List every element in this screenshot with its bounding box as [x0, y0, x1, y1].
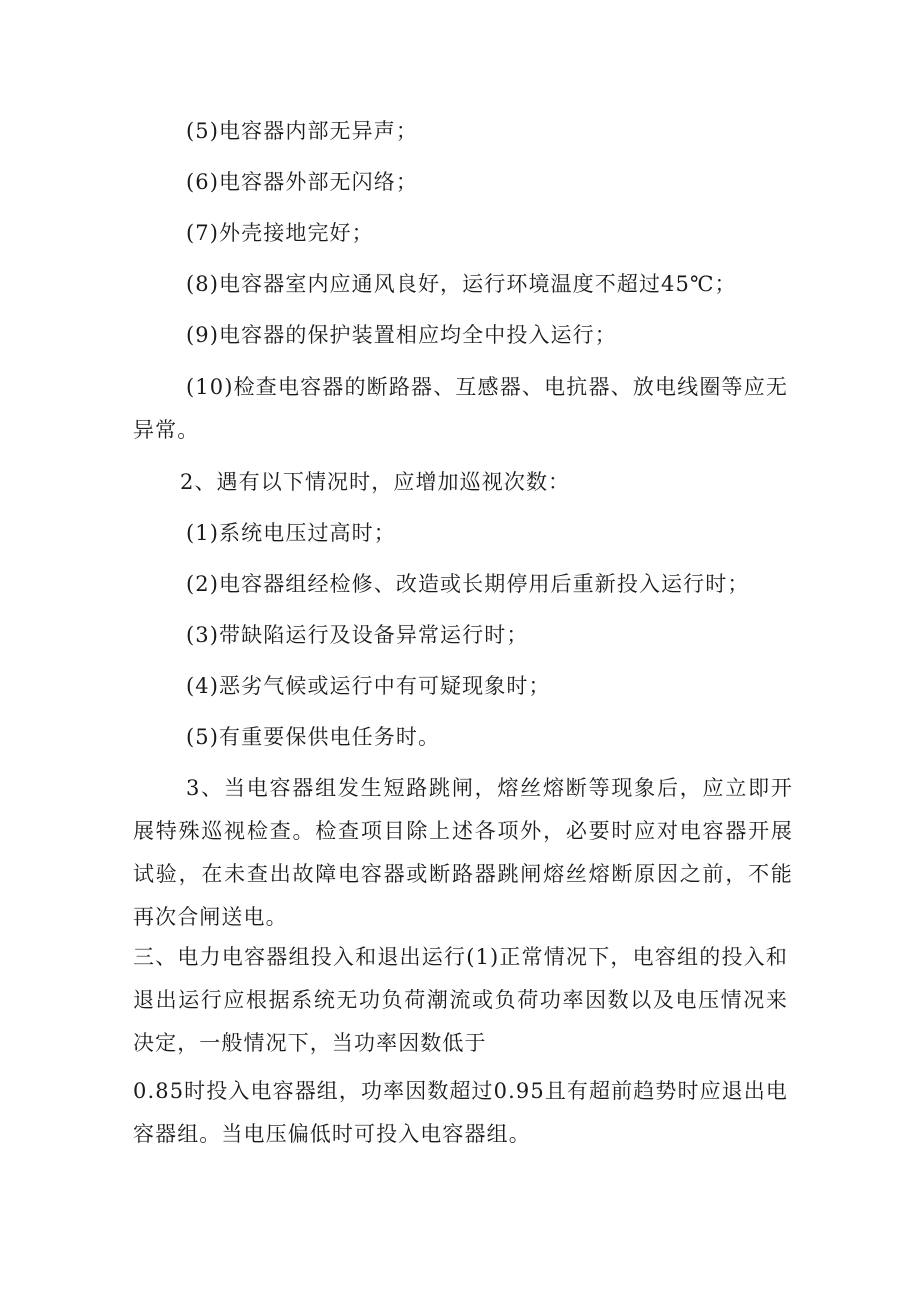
part-paragraph: 三、电力电容器组投入和退出运行(1)正常情况下，电容组的投入和退出运行应根据系统无功负荷潮流或负荷功率因数以及电压情况来决定，一般情况下，当功率因数低于: [133, 945, 788, 1055]
list-item: (6)电容器外部无闪络；: [186, 170, 418, 194]
list-item: (9)电容器的保护装置相应均全中投入运行；: [186, 323, 617, 347]
list-item: (5)电容器内部无异声；: [186, 119, 418, 143]
list-item: (8)电容器室内应通风良好，运行环境温度不超过45℃；: [186, 272, 737, 296]
list-item: (1)系统电压过高时；: [186, 521, 396, 545]
list-item: (3)带缺陷运行及设备异常运行时；: [186, 623, 529, 647]
part-paragraph-continued: 0.85时投入电容器组，功率因数超过0.95且有超前趋势时应退出电容器组。当电压偏低时可投入电容器组。: [133, 1079, 788, 1146]
list-item: (5)有重要保供电任务时。: [186, 725, 441, 749]
list-item: (7)外壳接地完好；: [186, 221, 374, 245]
section-paragraph: 3、当电容器组发生短路跳闸，熔丝熔断等现象后，应立即开展特殊巡视检查。检查项目除上述各项外，必要时应对电容器开展试验，在未查出故障电容器或断路器跳闸熔丝熔断原因之前，不能再次合闸送电。: [133, 776, 793, 929]
list-item: (10)检查电容器的断路器、互感器、电抗器、放电线圈等应无异常。: [133, 375, 788, 442]
list-item: (4)恶劣气候或运行中有可疑现象时；: [186, 674, 551, 698]
list-item: (2)电容器组经检修、改造或长期停用后重新投入运行时；: [186, 572, 750, 596]
section-heading: 2、遇有以下情况时，应增加巡视次数：: [180, 470, 571, 494]
